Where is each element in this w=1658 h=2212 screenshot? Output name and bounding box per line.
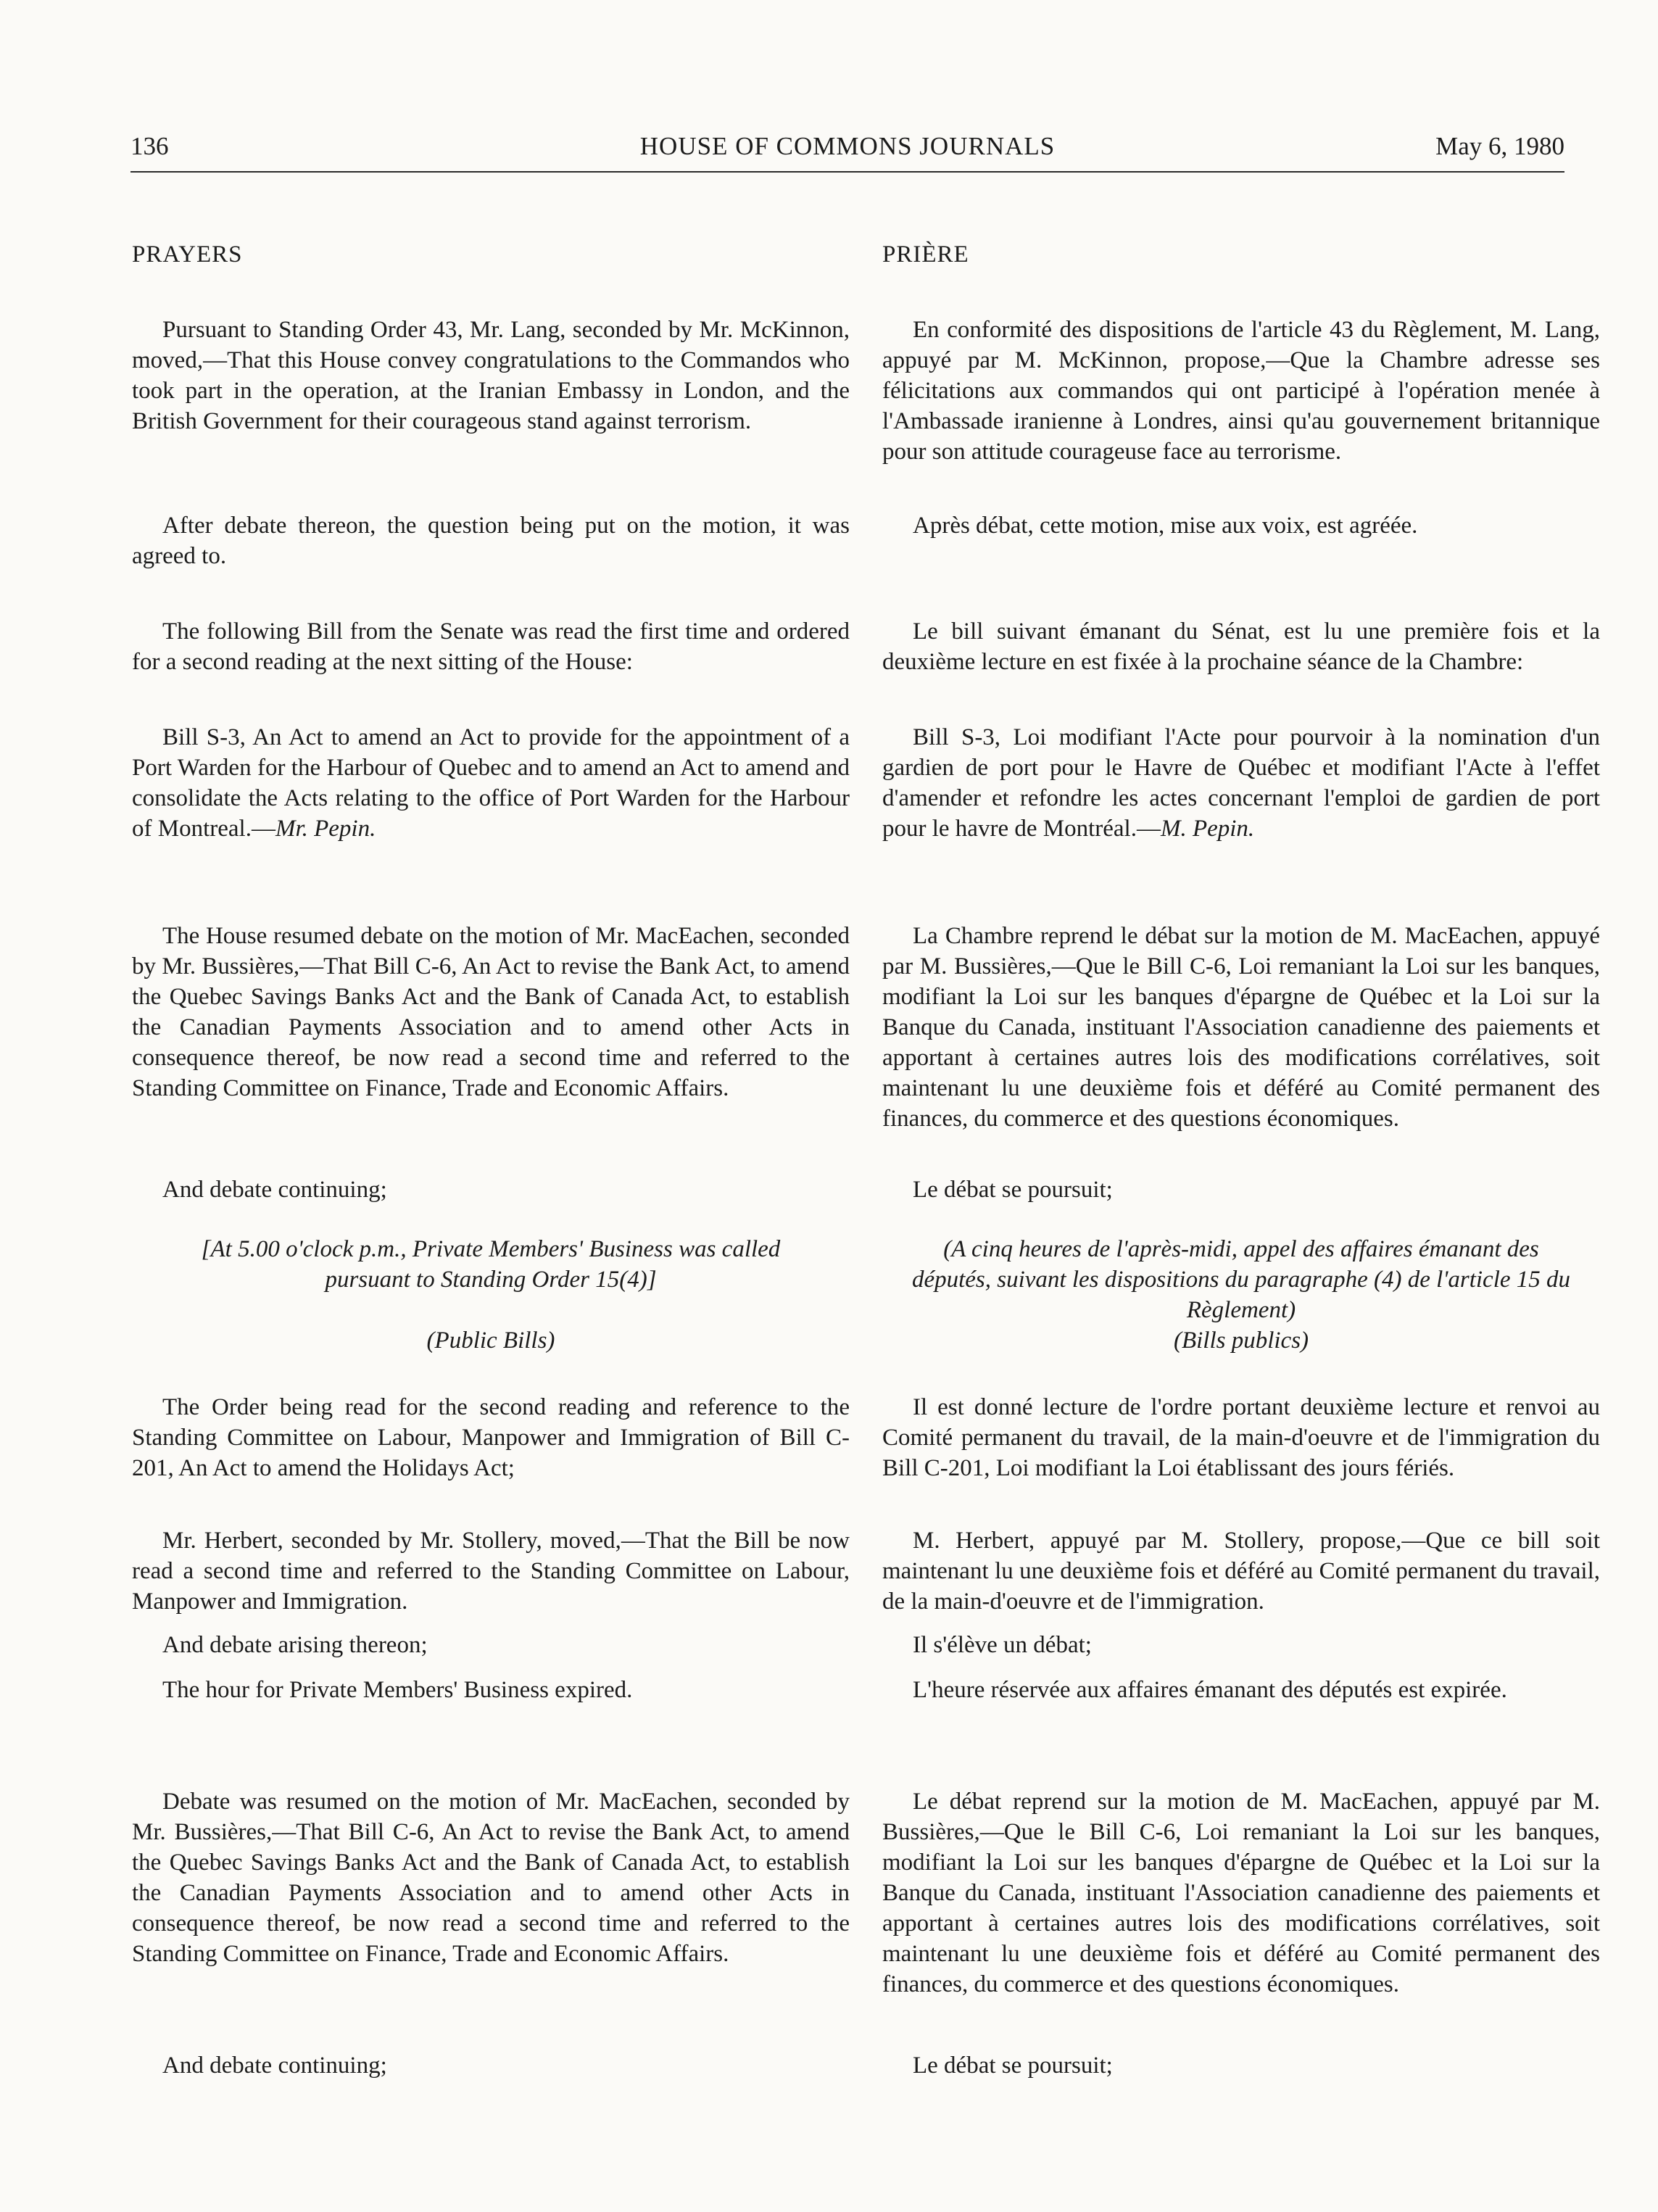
page-date: May 6, 1980	[1435, 132, 1564, 160]
paragraph-en-13: Debate was resumed on the motion of Mr. MacEachen, seconded by Mr. Bussières,—That Bill C-6, An Act to revise the Bank Act, to amend the Quebec Savings Banks Act and the Bank of Canada Act, to establish the Canadian Payments Association and to amend other Acts in consequence thereof, be now read a second time and referred to the Standing Committee on Finance, Trade and Economic Affairs.	[132, 1789, 850, 1967]
paragraph-en-4	[132, 722, 850, 844]
paragraph-fr-2: Après débat, cette motion, mise aux voix, est agréée.	[913, 513, 1418, 539]
paragraph-fr-3: Le bill suivant émanant du Sénat, est lu une première fois et la deuxième lecture en est fixée à la prochaine séance de la Chambre:	[882, 618, 1600, 675]
paragraph-en-7: [At 5.00 o'clock p.m., Private Members' Business was called pursuant to Standing Order 15(4)]	[201, 1236, 781, 1293]
paragraph-en-1: Pursuant to Standing Order 43, Mr. Lang, seconded by Mr. McKinnon, moved,—That this House convey congratulations to the Commandos who took part in the operation, at the Iranian Embassy in London, and the British Government for their courageous stand against terrorism.	[132, 317, 850, 434]
paragraph-en-12: The hour for Private Members' Business expired.	[162, 1677, 633, 1703]
paragraph-fr-14: Le débat se poursuit;	[913, 2052, 1113, 2079]
paragraph-fr-10: M. Herbert, appuyé par M. Stollery, propose,—Que ce bill soit maintenant lu une deuxième fois et déféré au Comité permanent du travail, de la main-d'oeuvre et de l'immigration.	[882, 1528, 1600, 1615]
paragraph-fr-5: La Chambre reprend le débat sur la motion de M. MacEachen, appuyé par M. Bussières,—Que le Bill C-6, Loi remaniant la Loi sur les banques, modifiant la Loi sur les banques d'épargne de Québec et la Loi sur la Banque du Canada, instituant l'Association canadienne des paiements et apportant à certaines autres lois des modifications corrélatives, soit maintenant lu une deuxième fois et déféré au Comité permanent des finances, du commerce et des questions économiques.	[882, 923, 1600, 1132]
subheading-public-bills: (Public Bills)	[426, 1327, 555, 1354]
paragraph-en-11: And debate arising thereon;	[162, 1632, 428, 1658]
page-number: 136	[130, 132, 169, 160]
paragraph-en-14: And debate continuing;	[162, 2052, 387, 2079]
paragraph-fr-1: En conformité des dispositions de l'article 43 du Règlement, M. Lang, appuyé par M. McKinnon, propose,—Que la Chambre adresse ses félicitations aux commandos qui ont participé à l'opération menée à l'Ambassade iranienne à Londres, ainsi qu'au gouvernement britannique pour son attitude courageuse face au terrorisme.	[882, 317, 1600, 465]
bill-s3-sponsor-en: Mr. Pepin.	[275, 816, 376, 842]
paragraph-en-2: After debate thereon, the question being put on the motion, it was agreed to.	[132, 513, 850, 569]
paragraph-en-3: The following Bill from the Senate was read the first time and ordered for a second reading at the next sitting of the House:	[132, 618, 850, 675]
section-heading-fr: PRIÈRE	[882, 241, 969, 268]
paragraph-en-6: And debate continuing;	[162, 1177, 387, 1203]
bill-s3-text-fr: Bill S-3, Loi modifiant l'Acte pour pourvoir à la nomination d'un gardien de port pour le Havre de Québec et modifiant l'Acte à l'effet d'amender et refondre les actes concernant l'emploi de gardien de port pour le havre de Montréal.—	[882, 724, 1600, 842]
bill-s3-text-en: Bill S-3, An Act to amend an Act to provide for the appointment of a Port Warden for the Harbour of Quebec and to amend an Act to amend and consolidate the Acts relating to the office of Port Warden for the Harbour of Montreal.—	[132, 724, 850, 842]
section-heading-en: PRAYERS	[132, 241, 243, 268]
journal-title: HOUSE OF COMMONS JOURNALS	[639, 132, 1056, 160]
paragraph-en-5: The House resumed debate on the motion of Mr. MacEachen, seconded by Mr. Bussières,—That Bill C-6, An Act to revise the Bank Act, to amend the Quebec Savings Banks Act and the Bank of Canada Act, to establish the Canadian Payments Association and to amend other Acts in consequence thereof, be now read a second time and referred to the Standing Committee on Finance, Trade and Economic Affairs.	[132, 923, 850, 1101]
paragraph-fr-13: Le débat reprend sur la motion de M. MacEachen, appuyé par M. Bussières,—Que le Bill C-6, Loi remaniant la Loi sur les banques, modifiant la Loi sur les banques d'épargne de Québec et la Loi sur la Banque du Canada, instituant l'Association canadienne des paiements et apportant à certaines autres lois des modifications corrélatives, soit maintenant lu une deuxième fois et déféré au Comité permanent des finances, du commerce et des questions économiques.	[882, 1789, 1600, 1997]
paragraph-fr-4	[882, 722, 1600, 844]
paragraph-fr-12: L'heure réservée aux affaires émanant des députés est expirée.	[913, 1677, 1507, 1703]
paragraph-fr-6: Le débat se poursuit;	[913, 1177, 1113, 1203]
paragraph-fr-9: Il est donné lecture de l'ordre portant deuxième lecture et renvoi au Comité permanent du travail, de la main-d'oeuvre et de l'immigration du Bill C-201, Loi modifiant la Loi établissant des jours fériés.	[882, 1394, 1600, 1481]
paragraph-fr-7: (A cinq heures de l'après-midi, appel des affaires émanant des députés, suivant les dispositions du paragraphe (4) de l'article 15 du Règlement)	[911, 1236, 1571, 1323]
paragraph-en-9: The Order being read for the second reading and reference to the Standing Committee on Labour, Manpower and Immigration of Bill C-201, An Act to amend the Holidays Act;	[132, 1394, 850, 1481]
paragraph-en-10: Mr. Herbert, seconded by Mr. Stollery, moved,—That the Bill be now read a second time and referred to the Standing Committee on Labour, Manpower and Immigration.	[132, 1528, 850, 1615]
bill-s3-sponsor-fr: M. Pepin.	[1160, 816, 1255, 842]
page-header	[130, 128, 1564, 173]
paragraph-fr-11: Il s'élève un débat;	[913, 1632, 1092, 1658]
subheading-bills-publics: (Bills publics)	[1173, 1327, 1309, 1354]
